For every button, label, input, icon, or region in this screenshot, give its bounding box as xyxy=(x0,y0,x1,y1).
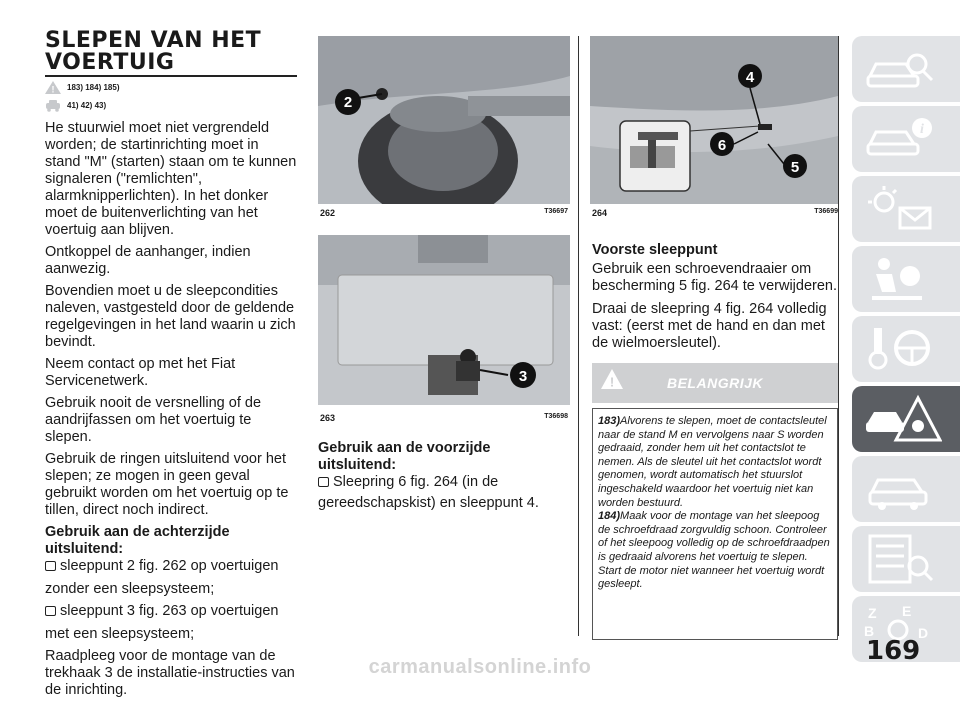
svg-text:E: E xyxy=(902,603,912,619)
list-item-continuation: gereedschapskist) en sleeppunt 4. xyxy=(318,495,539,511)
tab-lights-mail[interactable] xyxy=(852,176,960,242)
paragraph: Draai de sleepring 4 fig. 264 volledig vast: (eerst met de hand en dan met de wielmoersleutel). xyxy=(592,301,827,351)
checklist-icon xyxy=(862,532,942,586)
tab-airbag-person[interactable] xyxy=(852,246,960,312)
svg-text:D: D xyxy=(918,625,929,641)
svg-text:i: i xyxy=(920,122,924,137)
list-item: sleeppunt 3 fig. 263 op voertuigen xyxy=(45,603,297,620)
airbag-person-icon xyxy=(862,252,942,306)
important-label: BELANGRIJK xyxy=(666,375,763,391)
tab-checklist[interactable] xyxy=(852,526,960,592)
svg-text:B: B xyxy=(864,623,875,639)
warning-triangle-icon xyxy=(45,81,61,94)
figure-caption: 264 T36699 xyxy=(592,208,838,218)
info-refs: 41) 42) 43) xyxy=(45,99,106,112)
page-number: 169 xyxy=(866,636,921,666)
note-184: 184)Maak voor de montage van het sleepoog de schroefdraad zorgvuldig schoon. Controleer of het sleepoog volledig op de schroefdraadpen is gedraaid alvorens het voertuig te slepen. Start de motor niet wanneer het voertuig wordt gesleept. xyxy=(598,510,830,591)
key-wheel-icon xyxy=(862,322,942,376)
tab-car-info[interactable] xyxy=(852,106,960,172)
car-service-icon xyxy=(862,462,942,516)
paragraph: Neem contact op met het Fiat Servicenetwerk. xyxy=(45,356,236,389)
page-title: SLEPEN VAN HET VOERTUIG xyxy=(45,28,262,75)
column-1-text xyxy=(45,120,297,704)
paragraph: Bovendien moet u de sleepcondities naleven, vastgesteld door de geldende regelgevingen in het land waarin u zich bevindt. xyxy=(45,283,296,350)
tab-car-search[interactable] xyxy=(852,36,960,102)
car-search-icon xyxy=(862,42,942,96)
checkbox-bullet-icon xyxy=(45,561,56,571)
figure-caption: 262 T36697 xyxy=(320,208,568,218)
lights-mail-icon xyxy=(862,182,942,236)
figure-caption: 263 T36698 xyxy=(320,413,568,423)
paragraph: Ontkoppel de aanhanger, indien aanwezig. xyxy=(45,244,251,277)
watermark: carmanualsonline.info xyxy=(368,656,592,678)
figure-263-image xyxy=(318,235,570,405)
important-notes xyxy=(592,408,838,640)
list-item: Sleepring 6 fig. 264 (in de xyxy=(318,474,570,491)
paragraph: Gebruik nooit de versnelling of de aandrijfassen om het voertuig te slepen. xyxy=(45,395,262,445)
section-heading: Gebruik aan de achterzijde uitsluitend: xyxy=(45,524,230,557)
column-3-text xyxy=(592,242,842,358)
note-183: 183)Alvorens te slepen, moet de contactsleutel naar de stand M en vervolgens naar S worden gedraaid, zonder hem uit het contactslot te nemen. Als de sleutel uit het contactslot wordt genomen, wordt automatisch het stuurslot ingeschakeld waardoor het voertuig niet kan worden bestuurd. xyxy=(598,415,827,509)
info-car-icon xyxy=(45,99,61,112)
figure-264-image xyxy=(590,36,838,204)
list-item: sleeppunt 2 fig. 262 op voertuigen xyxy=(45,558,297,575)
paragraph: He stuurwiel moet niet vergrendeld worden; de startinrichting moet in stand "M" (starten) staan om te kunnen signaleren ("remlichten", alarmknipperlichten). In het donker moet de buitenverlichting van het voertuig aan blijven. xyxy=(45,120,297,238)
column-2-text xyxy=(318,440,570,512)
title-rule xyxy=(45,75,297,77)
important-header xyxy=(592,363,838,403)
warning-refs: ! 183) 184) 185) xyxy=(45,81,119,94)
column-divider xyxy=(578,36,579,636)
callout-3: 3 xyxy=(518,368,528,385)
warning-triangle-icon xyxy=(600,368,624,395)
tab-breakdown-warning[interactable] xyxy=(852,386,960,452)
tab-car-service[interactable] xyxy=(852,456,960,522)
paragraph: Raadpleeg voor de montage van de trekhaak 3 de installatie-instructies van de inrichting. xyxy=(45,648,295,698)
svg-text:Z: Z xyxy=(868,605,877,621)
callout-5: 5 xyxy=(790,159,800,176)
callout-2: 2 xyxy=(343,94,353,111)
section-heading: Gebruik aan de voorzijde uitsluitend: xyxy=(318,440,491,473)
svg-text:!: ! xyxy=(51,84,55,94)
svg-text:!: ! xyxy=(609,374,615,390)
tab-key-wheel[interactable] xyxy=(852,316,960,382)
checkbox-bullet-icon xyxy=(45,606,56,616)
car-info-icon xyxy=(862,112,942,166)
section-heading: Voorste sleeppunt xyxy=(592,242,718,258)
checkbox-bullet-icon xyxy=(318,477,329,487)
callout-6: 6 xyxy=(717,137,727,154)
figure-262-image xyxy=(318,36,570,204)
paragraph: Gebruik een schroevendraaier om bescherming 5 fig. 264 te verwijderen. xyxy=(592,261,838,294)
list-item-continuation: met een sleepsysteem; xyxy=(45,626,195,642)
callout-4: 4 xyxy=(745,69,755,86)
paragraph: Gebruik de ringen uitsluitend voor het slepen; ze mogen in geen geval gebruikt worden om het voertuig op te tillen, direct noch indirect. xyxy=(45,451,289,518)
breakdown-warning-icon xyxy=(862,392,942,446)
list-item-continuation: zonder een sleepsysteem; xyxy=(45,581,215,597)
